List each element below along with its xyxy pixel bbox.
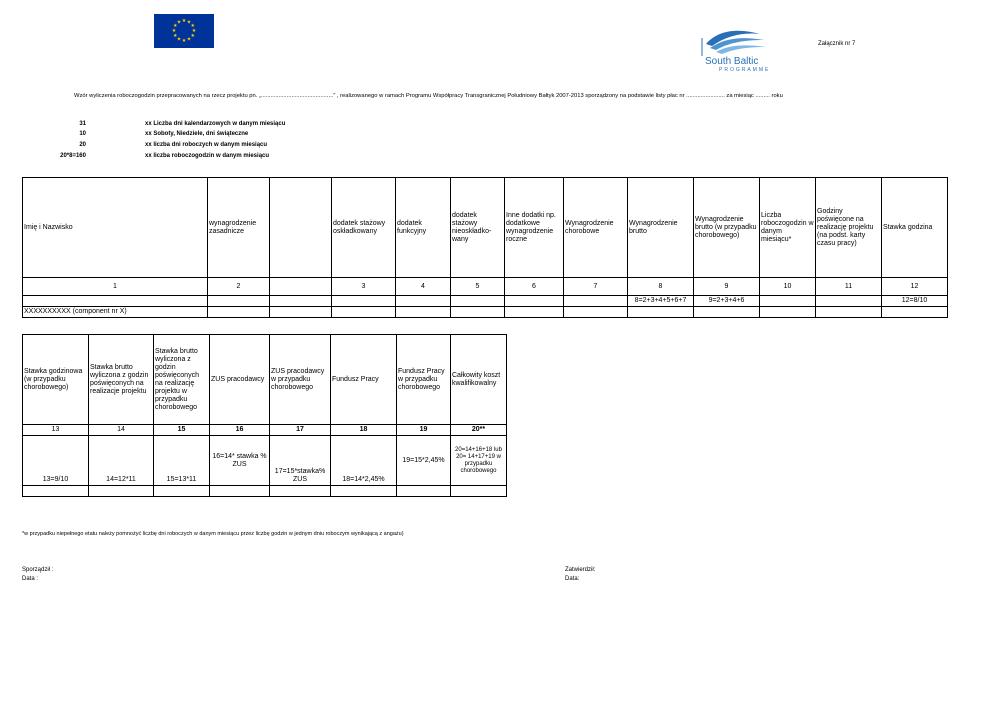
logo-subtext: PROGRAMME — [719, 67, 771, 73]
component-cell: XXXXXXXXXX (component nr X) — [23, 307, 208, 318]
header-cell: Stawka brutto wyliczona z godzin poświęconych na realizacje projektu — [89, 335, 154, 425]
empty-cell — [628, 307, 694, 318]
column-number: 13 — [23, 425, 89, 436]
stat-label: xx Liczba dni kalendarzowych w danym miesiącu — [145, 121, 286, 127]
svg-text:★: ★ — [173, 33, 178, 39]
header-cell: Stawka godzina — [882, 178, 948, 278]
column-number: 17 — [270, 425, 331, 436]
header-cell: dodatek funkcyjny — [396, 178, 451, 278]
table-row — [23, 486, 507, 497]
column-number: 14 — [89, 425, 154, 436]
formula-cell: 14=12*11 — [89, 436, 154, 486]
stat-label: xx Soboty, Niedziele, dni świąteczne — [145, 131, 249, 137]
empty-cell — [396, 307, 451, 318]
eu-flag-icon — [154, 14, 214, 48]
intro-text: Wzór wyliczenia roboczogodzin przepracowanych na rzecz projektu pn. „.............................................” , realizowanego w ramach Programu Współpracy Transgranicznej Południowy Bałtyk 2007-2013 sporządzony na podstawie listy płac nr ........................ za miesiąc ......... roku — [74, 93, 783, 99]
svg-text:★: ★ — [186, 36, 192, 43]
empty-cell — [882, 307, 948, 318]
header-cell: Godziny poświęcone na realizację projektu (na podst. karty czasu pracy) — [816, 178, 882, 278]
column-number: 3 — [332, 278, 396, 296]
table-row — [23, 307, 948, 318]
column-number: 20** — [451, 425, 507, 436]
column-number: 5 — [451, 278, 505, 296]
column-number: 1 — [23, 278, 208, 296]
header-cell: Wynagrodzenie brutto (w przypadku chorobowego) — [694, 178, 760, 278]
formula-cell: 19=15*2,45% — [397, 436, 451, 486]
empty-cell — [451, 486, 507, 497]
svg-text:★: ★ — [173, 23, 178, 29]
formula-cell — [505, 296, 564, 307]
column-number: 18 — [331, 425, 397, 436]
empty-cell — [270, 307, 332, 318]
formula-cell: 20=14+16+18 lub 20= 14+17+19 w przypadku chorobowego — [451, 436, 507, 486]
formula-cell — [208, 296, 270, 307]
formula-cell: 13=9/10 — [23, 436, 89, 486]
empty-cell — [505, 307, 564, 318]
formula-cell: 17=15*stawka% ZUS — [270, 436, 331, 486]
svg-text:★: ★ — [171, 28, 177, 34]
formula-cell — [816, 296, 882, 307]
svg-text:★: ★ — [176, 36, 182, 43]
formula-cell — [396, 296, 451, 307]
empty-cell — [694, 307, 760, 318]
svg-text:★: ★ — [190, 23, 195, 29]
empty-cell — [397, 486, 451, 497]
column-number: 11 — [816, 278, 882, 296]
stat-label: xx liczba dni roboczych w danym miesiącu — [145, 142, 268, 148]
table-header-row — [23, 335, 507, 425]
column-number: 15 — [154, 425, 210, 436]
header-cell: wynagrodzenie zasadnicze — [208, 178, 270, 278]
empty-cell — [89, 486, 154, 497]
formula-cell: 8=2+3+4+5+6+7 — [628, 296, 694, 307]
column-number: 2 — [208, 278, 270, 296]
empty-cell — [451, 307, 505, 318]
svg-text:★: ★ — [186, 19, 192, 26]
table-header-row — [23, 178, 948, 278]
empty-cell — [23, 486, 89, 497]
table-formula-row — [23, 296, 948, 307]
stat-number: 20 — [79, 142, 86, 148]
prepared-by-label: Sporządził : — [22, 567, 54, 573]
column-number: 7 — [564, 278, 628, 296]
formula-cell — [564, 296, 628, 307]
formula-cell — [332, 296, 396, 307]
formula-cell: 16=14* stawka % ZUS — [210, 436, 270, 486]
formula-cell: 9=2+3+4+6 — [694, 296, 760, 307]
column-number: 6 — [505, 278, 564, 296]
empty-cell — [208, 307, 270, 318]
logo-text: South Baltic — [705, 56, 759, 67]
stat-number: 31 — [79, 121, 86, 127]
empty-cell — [332, 307, 396, 318]
annex-label: Załącznik nr 7 — [818, 41, 856, 47]
formula-cell — [23, 296, 208, 307]
cost-table — [22, 334, 507, 497]
footnote: *w przypadku niepełnego etatu należy pomnożyć liczbę dni roboczych w danym miesiącu przez liczbę godzin w jednym dniu roboczym wynikającą z angażu) — [22, 531, 404, 537]
header-cell: Imię i Nazwisko — [23, 178, 208, 278]
column-number: 9 — [694, 278, 760, 296]
column-number: 4 — [396, 278, 451, 296]
stat-number: 20*8=160 — [60, 153, 86, 159]
column-number: 19 — [397, 425, 451, 436]
empty-cell — [760, 307, 816, 318]
approved-by-label: Zatwierdził: — [565, 567, 596, 573]
header-cell: Stawka brutto wyliczona z godzin poświęconych na realizację projektu w przypadku chorobowego — [154, 335, 210, 425]
header-cell: Całkowity koszt kwalifikowalny — [451, 335, 507, 425]
approved-date-label: Data: — [565, 576, 580, 582]
column-number — [270, 278, 332, 296]
svg-text:★: ★ — [191, 28, 197, 34]
formula-cell: 15=13*11 — [154, 436, 210, 486]
header-cell — [270, 178, 332, 278]
header-cell: dodatek stażowy oskładkowany — [332, 178, 396, 278]
formula-cell: 12=8/10 — [882, 296, 948, 307]
column-number: 16 — [210, 425, 270, 436]
formula-cell — [760, 296, 816, 307]
empty-cell — [210, 486, 270, 497]
header-cell: ZUS pracodawcy — [210, 335, 270, 425]
empty-cell — [816, 307, 882, 318]
table-number-row — [23, 425, 507, 436]
header-cell: Stawka godzinowa (w przypadku chorobowego) — [23, 335, 89, 425]
svg-text:★: ★ — [181, 38, 187, 44]
svg-text:★: ★ — [190, 33, 195, 39]
formula-cell — [270, 296, 332, 307]
formula-cell — [451, 296, 505, 307]
empty-cell — [564, 307, 628, 318]
svg-text:★: ★ — [176, 19, 182, 26]
empty-cell — [331, 486, 397, 497]
table-number-row — [23, 278, 948, 296]
header-cell: Fundusz Pracy w przypadku chorobowego — [397, 335, 451, 425]
formula-cell: 18=14*2,45% — [331, 436, 397, 486]
header-cell: Wynagrodzenie brutto — [628, 178, 694, 278]
column-number: 12 — [882, 278, 948, 296]
column-number: 10 — [760, 278, 816, 296]
stat-number: 10 — [79, 131, 86, 137]
svg-text:★: ★ — [181, 18, 187, 24]
stat-label: xx liczba roboczogodzin w danym miesiącu — [145, 153, 270, 159]
header-cell: dodatek stażowy nieoskładko-wany — [451, 178, 505, 278]
header-cell: ZUS pracodawcy w przypadku chorobowego — [270, 335, 331, 425]
table-formula-row — [23, 436, 507, 486]
empty-cell — [154, 486, 210, 497]
header-cell: Inne dodatki np. dodatkowe wynagrodzenie roczne — [505, 178, 564, 278]
salary-table — [22, 177, 948, 318]
column-number: 8 — [628, 278, 694, 296]
empty-cell — [270, 486, 331, 497]
prepared-date-label: Data : — [22, 576, 39, 582]
header-cell: Fundusz Pracy — [331, 335, 397, 425]
header-cell: Liczba roboczogodzin w danym miesiącu* — [760, 178, 816, 278]
header-cell: Wynagrodzenie chorobowe — [564, 178, 628, 278]
